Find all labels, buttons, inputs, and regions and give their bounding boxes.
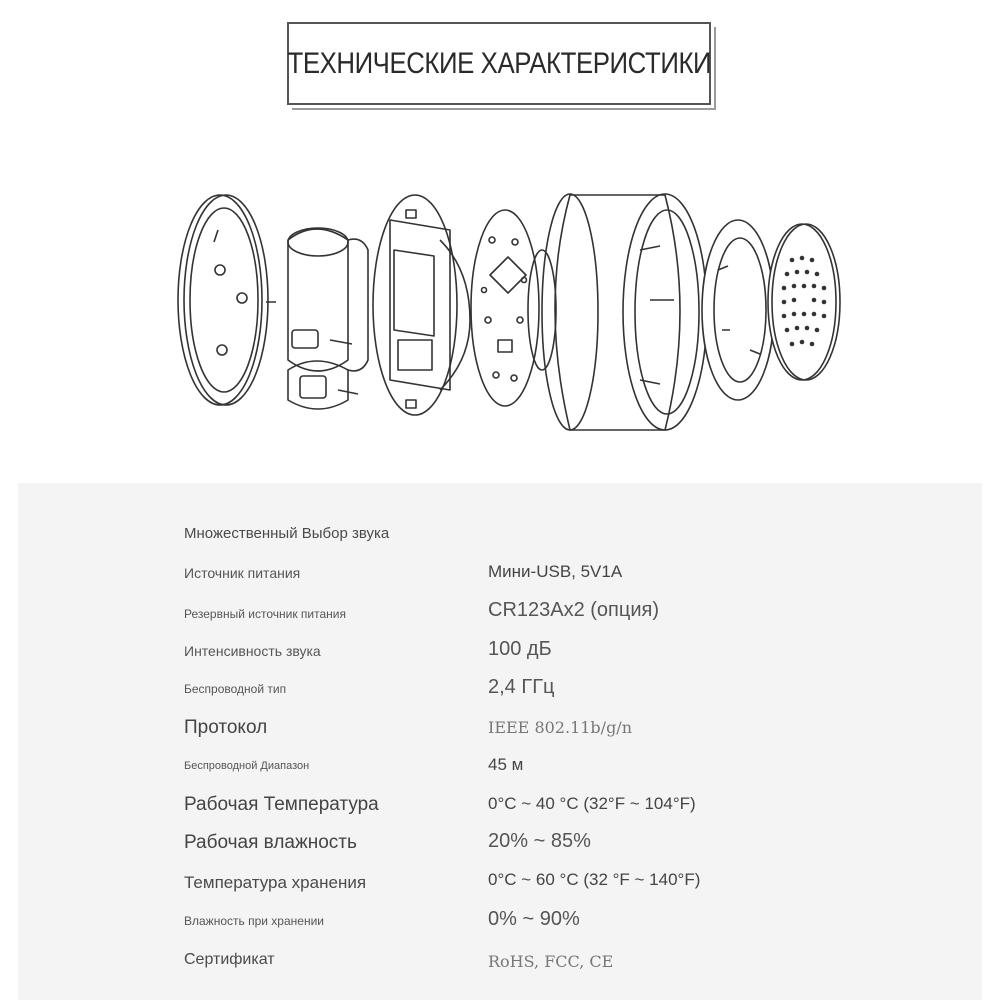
spec-row: [18, 870, 982, 903]
spec-value: 0% ~ 90%: [488, 908, 580, 930]
spec-row: [18, 525, 982, 555]
spec-row: [18, 755, 982, 789]
spec-label: Беспроводной Диапазон: [184, 760, 310, 772]
spec-label: Сертификат: [184, 951, 275, 968]
spec-value: 100 дБ: [488, 638, 552, 660]
spec-row: [18, 951, 982, 981]
ring-gasket-part: [702, 220, 774, 400]
spec-label: Резервный источник питания: [184, 607, 346, 621]
spec-value: 0°C ~ 60 °C (32 °F ~ 140°F): [488, 870, 701, 889]
spec-label: Интенсивность звука: [184, 643, 321, 659]
exploded-device-illustration: [170, 180, 850, 450]
spec-label: Температура хранения: [184, 873, 367, 892]
back-cover-part: [178, 195, 276, 405]
spec-label: Множественный Выбор звука: [184, 525, 390, 542]
spec-value: 2,4 ГГц: [488, 676, 555, 698]
spec-value: 0°C ~ 40 °C (32°F ~ 104°F): [488, 794, 696, 813]
spec-label: Рабочая Температура: [184, 794, 379, 815]
spec-row: [18, 717, 982, 747]
spec-value: CR123Ax2 (опция): [488, 599, 660, 621]
speaker-grille-part: [768, 224, 840, 380]
spec-value: IEEE 802.11b/g/n: [488, 718, 632, 737]
spec-label: Протокол: [184, 717, 268, 738]
spec-value: 20% ~ 85%: [488, 830, 591, 852]
spec-label: Источник питания: [184, 565, 301, 581]
cylinder-shell-part: [528, 194, 707, 430]
spec-value: 45 м: [488, 755, 524, 774]
spec-row: [18, 794, 982, 824]
spec-row: [18, 562, 982, 595]
spec-value: Мини-USB, 5V1A: [488, 562, 623, 581]
spec-row: [18, 638, 982, 673]
page-title: ТЕХНИЧЕСКИЕ ХАРАКТЕРИСТИКИ: [287, 46, 711, 80]
spec-label: Беспроводной тип: [184, 682, 287, 696]
spec-row: [18, 832, 982, 862]
spec-row: [18, 676, 982, 711]
spec-label: Рабочая влажность: [184, 832, 357, 853]
spec-row: [18, 908, 982, 943]
spec-value: RoHS, FCC, CE: [488, 952, 614, 971]
battery-pack-part: [288, 228, 368, 409]
title-frame: [287, 22, 711, 105]
specs-panel: [18, 483, 982, 1000]
spec-row: [18, 599, 982, 635]
inner-housing-part: [373, 195, 470, 415]
spec-label: Влажность при хранении: [184, 914, 324, 928]
